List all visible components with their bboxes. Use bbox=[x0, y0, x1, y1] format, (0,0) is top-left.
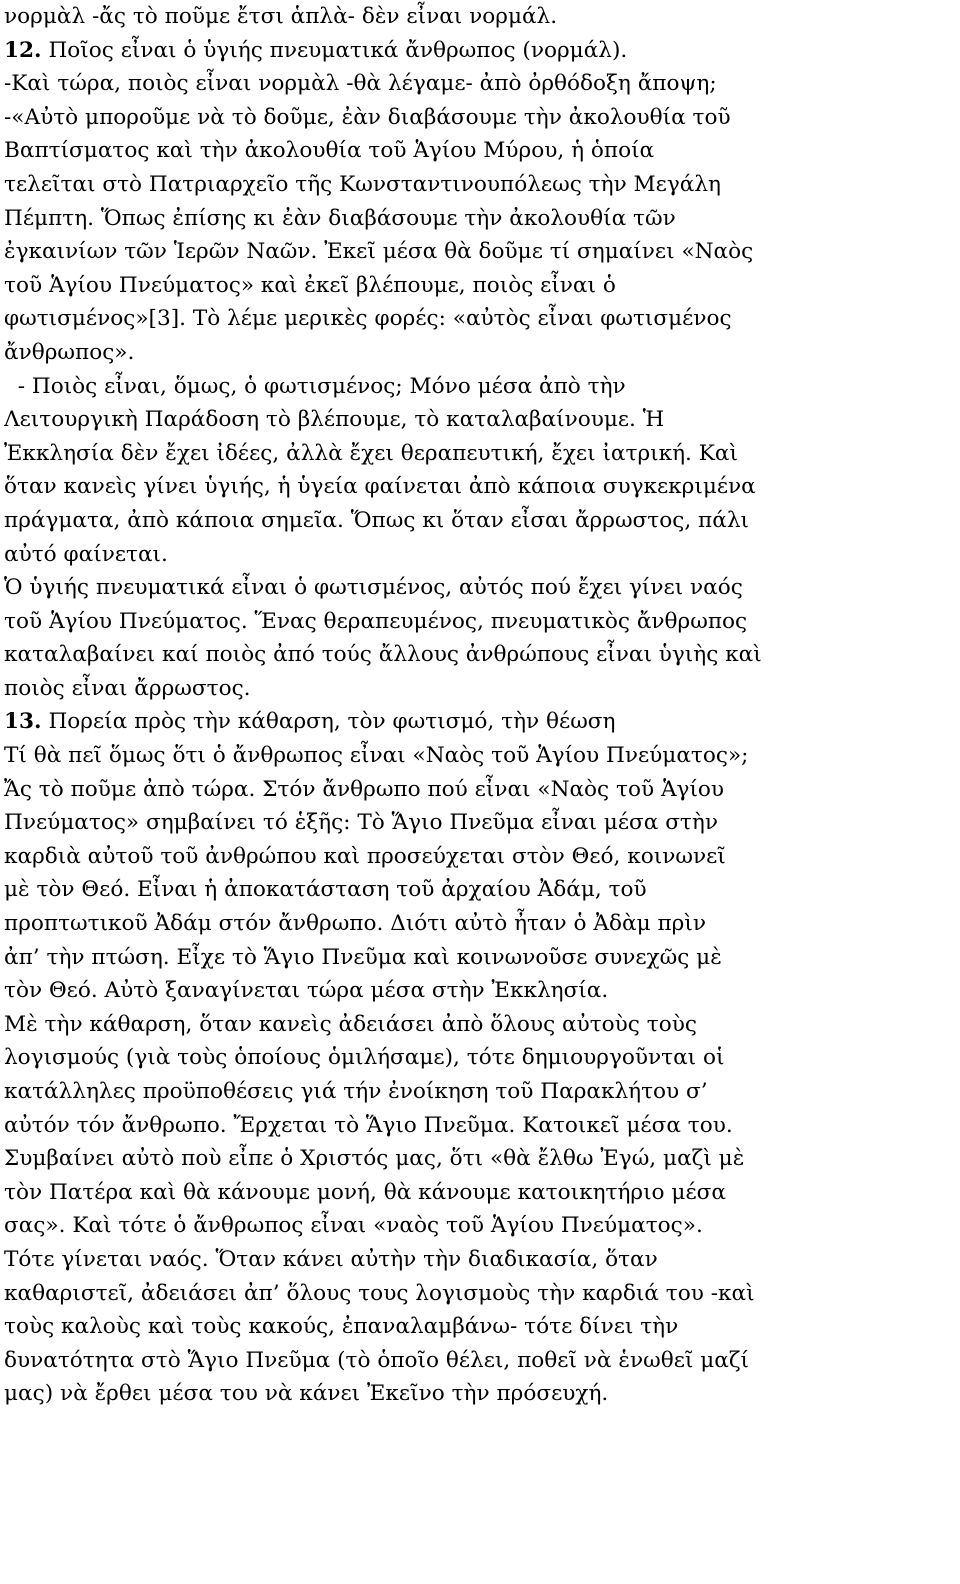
line-text: -Καὶ τώρα, ποιὸς εἶναι νορμὰλ -θὰ λέγαμε- ἀπὸ ὀρθόδοξη ἄποψη; bbox=[4, 71, 717, 97]
line-text: λογισμούς (γιὰ τοὺς ὁποίους ὁμιλήσαμε), τότε δημιουργοῦνται οἱ bbox=[4, 1045, 725, 1071]
text-line bbox=[4, 941, 952, 975]
line-text: Τότε γίνεται ναός. Ὅταν κάνει αὐτὴν τὴν διαδικασία, ὅταν bbox=[4, 1246, 658, 1272]
line-text: κατάλληλες προϋποθέσεις γιά τήν ἐνοίκηση τοῦ Παρακλήτου σ’ bbox=[4, 1079, 708, 1104]
line-text: Ἄς τὸ ποῦμε ἀπὸ τώρα. Στόν ἄνθρωπο πού εἶναι «Ναὸς τοῦ Ἁγίου bbox=[4, 776, 725, 802]
line-text: ἐγκαινίων τῶν Ἱερῶν Ναῶν. Ἐκεῖ μέσα θὰ δοῦμε τί σημαίνει «Ναὸς bbox=[4, 239, 754, 265]
line-text: ἄνθρωπος». bbox=[4, 339, 135, 365]
line-text: σας». Καὶ τότε ὁ ἄνθρωπος εἶναι «ναὸς τοῦ Ἁγίου Πνεύματος». bbox=[4, 1213, 703, 1239]
text-line bbox=[4, 1075, 952, 1109]
text-line bbox=[4, 571, 952, 605]
line-text: προπτωτικοῦ Ἀδάμ στόν ἄνθρωπο. Διότι αὐτὸ ἦταν ὁ Ἀδὰμ πρὶν bbox=[4, 911, 706, 937]
text-line bbox=[4, 1041, 952, 1075]
line-text: ὅταν κανεὶς γίνει ὑγιής, ἡ ὑγεία φαίνεται ἀπὸ κάποια συγκεκριμένα bbox=[4, 474, 756, 500]
text-line bbox=[4, 873, 952, 907]
text-line bbox=[4, 974, 952, 1008]
line-text: -«Αὐτὸ μποροῦμε νὰ τὸ δοῦμε, ἐὰν διαβάσουμε τὴν ἀκολουθία τοῦ bbox=[4, 104, 731, 130]
text-line bbox=[4, 34, 952, 68]
line-text: τὸν Πατέρα καὶ θὰ κάνουμε μονή, θὰ κάνουμε κατοικητήριο μέσα bbox=[4, 1179, 726, 1205]
line-text: ποιὸς εἶναι ἄρρωστος. bbox=[4, 675, 251, 701]
line-text: μὲ τὸν Θεό. Εἶναι ἡ ἀποκατάσταση τοῦ ἀρχαίου Ἀδάμ, τοῦ bbox=[4, 877, 647, 903]
line-text: Πέμπτη. Ὅπως ἐπίσης κι ἐὰν διαβάσουμε τὴν ἀκολουθία τῶν bbox=[4, 205, 676, 231]
text-line bbox=[4, 470, 952, 504]
line-text: Πορεία πρὸς τὴν κάθαρση, τὸν φωτισμό, τὴν θέωση bbox=[41, 709, 616, 735]
line-text: αὐτό φαίνεται. bbox=[4, 541, 168, 567]
text-line bbox=[4, 302, 952, 336]
line-text: πράγματα, ἀπὸ κάποια σημεῖα. Ὅπως κι ὅταν εἶσαι ἄρρωστος, πάλι bbox=[4, 507, 749, 533]
line-text: καταλαβαίνει καί ποιὸς ἀπό τούς ἄλλους ἀνθρώπους εἶναι ὑγιὴς καὶ bbox=[4, 642, 762, 668]
text-line bbox=[4, 1277, 952, 1311]
line-text: τοὺς καλοὺς καὶ τοὺς κακούς, ἐπαναλαμβάνω- τότε δίνει τὴν bbox=[4, 1314, 679, 1340]
text-line bbox=[4, 134, 952, 168]
line-text: Πνεύματος» σημβαίνει τό ἑξῆς: Τὸ Ἅγιο Πνεῦμα εἶναι μέσα στὴν bbox=[4, 810, 718, 836]
line-text: δυνατότητα στὸ Ἅγιο Πνεῦμα (τὸ ὁποῖο θέλει, ποθεῖ νὰ ἑνωθεῖ μαζί bbox=[4, 1347, 750, 1373]
line-text: τὸν Θεό. Αὐτὸ ξαναγίνεται τώρα μέσα στὴν Ἐκκλησία. bbox=[4, 978, 609, 1004]
line-text: φωτισμένος»[3]. Τὸ λέμε μερικὲς φορές: «αὐτὸς εἶναι φωτισμένος bbox=[4, 306, 732, 332]
text-line bbox=[4, 773, 952, 807]
line-text: τοῦ Ἁγίου Πνεύματος. Ἕνας θεραπευμένος, πνευματικὸς ἄνθρωπος bbox=[4, 608, 748, 634]
line-text: ἀπ’ τὴν πτώση. Εἶχε τὸ Ἅγιο Πνεῦμα καὶ κοινωνοῦσε συνεχῶς μὲ bbox=[4, 944, 722, 970]
text-line bbox=[4, 1310, 952, 1344]
text-line bbox=[4, 403, 952, 437]
text-line bbox=[4, 1377, 952, 1411]
text-line bbox=[4, 336, 952, 370]
text-line bbox=[4, 0, 952, 34]
text-line bbox=[4, 1209, 952, 1243]
text-line bbox=[4, 168, 952, 202]
text-line bbox=[4, 705, 952, 739]
line-text: τοῦ Ἁγίου Πνεύματος» καὶ ἐκεῖ βλέπουμε, ποιὸς εἶναι ὁ bbox=[4, 272, 616, 298]
text-line bbox=[4, 1109, 952, 1143]
text-line bbox=[4, 67, 952, 101]
text-line bbox=[4, 269, 952, 303]
line-text: μας) νὰ ἔρθει μέσα του νὰ κάνει Ἐκεῖνο τὴν πρόσευχή. bbox=[4, 1381, 609, 1407]
text-line bbox=[4, 1176, 952, 1210]
text-line bbox=[4, 437, 952, 471]
text-line bbox=[4, 672, 952, 706]
line-text: Ποῖος εἶναι ὁ ὑγιής πνευματικά ἄνθρωπος (νορμάλ). bbox=[41, 37, 628, 63]
line-text: Τί θὰ πεῖ ὅμως ὅτι ὁ ἄνθρωπος εἶναι «Ναὸς τοῦ Ἁγίου Πνεύματος»; bbox=[4, 743, 749, 769]
text-line bbox=[4, 1344, 952, 1378]
line-text: καθαριστεῖ, ἀδειάσει ἀπ’ ὅλους τους λογισμοὺς τὴν καρδιά του -καὶ bbox=[4, 1280, 755, 1306]
text-line bbox=[4, 1243, 952, 1277]
line-text: καρδιὰ αὐτοῦ τοῦ ἀνθρώπου καὶ προσεύχεται στὸν Θεό, κοινωνεῖ bbox=[4, 843, 726, 869]
text-line bbox=[4, 739, 952, 773]
document-page bbox=[4, 0, 952, 1411]
line-text: Ἐκκλησία δὲν ἔχει ἰδέες, ἀλλὰ ἔχει θεραπευτική, ἔχει ἰατρική. Καὶ bbox=[4, 440, 738, 466]
text-line bbox=[4, 907, 952, 941]
text-line bbox=[4, 235, 952, 269]
text-line bbox=[4, 101, 952, 135]
text-line bbox=[4, 370, 952, 404]
line-text: Συμβαίνει αὐτὸ ποὺ εἶπε ὁ Χριστός μας, ὅτι «θὰ ἔλθω Ἐγώ, μαζὶ μὲ bbox=[4, 1146, 745, 1172]
line-text: Βαπτίσματος καὶ τὴν ἀκολουθία τοῦ Ἁγίου Μύρου, ἡ ὁποία bbox=[4, 138, 655, 164]
text-line bbox=[4, 1142, 952, 1176]
text-line bbox=[4, 806, 952, 840]
section-number: 13. bbox=[4, 709, 42, 735]
text-line bbox=[4, 504, 952, 538]
line-text: αὐτόν τόν ἄνθρωπο. Ἔρχεται τὸ Ἅγιο Πνεῦμα. Κατοικεῖ μέσα του. bbox=[4, 1112, 733, 1138]
line-text: Ὁ ὑγιής πνευματικά εἶναι ὁ φωτισμένος, αὐτός πού ἔχει γίνει ναός bbox=[4, 575, 743, 601]
text-line bbox=[4, 840, 952, 874]
text-line bbox=[4, 202, 952, 236]
line-text: νορμὰλ -ἄς τὸ ποῦμε ἔτσι ἁπλὰ- δὲν εἶναι νορμάλ. bbox=[4, 4, 558, 29]
text-line bbox=[4, 1008, 952, 1042]
line-text: - Ποιὸς εἶναι, ὅμως, ὁ φωτισμένος; Μόνο μέσα ἀπὸ τὴν bbox=[4, 373, 626, 399]
line-text: τελεῖται στὸ Πατριαρχεῖο τῆς Κωνσταντινουπόλεως τὴν Μεγάλη bbox=[4, 171, 721, 197]
text-line bbox=[4, 638, 952, 672]
line-text: Λειτουργικὴ Παράδοση τὸ βλέπουμε, τὸ καταλαβαίνουμε. Ἡ bbox=[4, 407, 665, 433]
text-line bbox=[4, 605, 952, 639]
text-line bbox=[4, 538, 952, 572]
section-number: 12. bbox=[4, 37, 42, 63]
line-text: Μὲ τὴν κάθαρση, ὅταν κανεὶς ἀδειάσει ἀπὸ ὅλους αὐτοὺς τοὺς bbox=[4, 1011, 697, 1037]
